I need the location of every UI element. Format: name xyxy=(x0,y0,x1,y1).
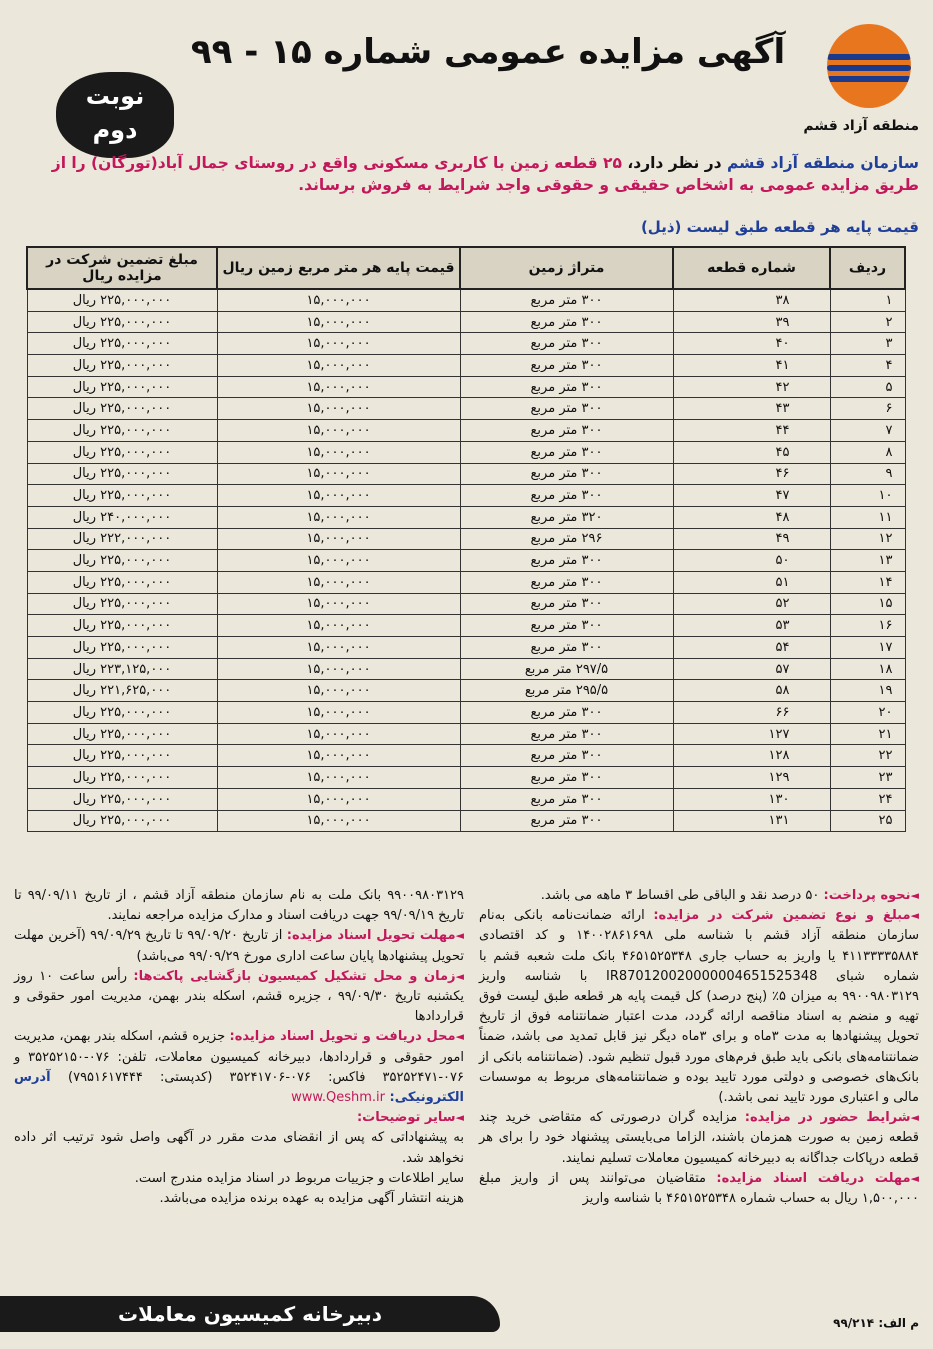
table-row xyxy=(27,745,905,767)
cell-guarantee: ۲۲۵,۰۰۰,۰۰۰ ریال xyxy=(27,420,217,442)
cell-row-no: ۱۴ xyxy=(830,571,905,593)
cell-base-price: ۱۵,۰۰۰,۰۰۰ xyxy=(217,745,460,767)
cell-guarantee: ۲۲۵,۰۰۰,۰۰۰ ریال xyxy=(27,810,217,832)
bullet-arrow-icon: ◄ xyxy=(455,929,465,943)
intro-org: سازمان منطقه آزاد قشم xyxy=(727,154,919,172)
table-row xyxy=(27,289,905,311)
cell-row-no: ۱۹ xyxy=(830,680,905,702)
cell-guarantee: ۲۲۵,۰۰۰,۰۰۰ ریال xyxy=(27,463,217,485)
cell-lot-no: ۵۴ xyxy=(673,637,830,659)
opening-text: رأس ساعت ۱۰ روز یکشنبه تاریخ ۹۹/۰۹/۳۰ ، جزیره قشم، اسکله بندر بهمن، مدیریت امور حقوقی و قراردادها xyxy=(14,968,464,1025)
docs-text: متقاضیان می‌توانند پس از واریز مبلغ ۱,۵۰۰,۰۰۰ ریال به حساب شماره ۴۶۵۱۵۲۵۳۴۸ با شناسه واریز xyxy=(479,1170,919,1207)
bullet-arrow-icon: ◄ xyxy=(455,1030,464,1044)
cell-row-no: ۷ xyxy=(830,420,905,442)
qeshm-logo-icon xyxy=(827,24,911,108)
cell-row-no: ۸ xyxy=(830,441,905,463)
cell-row-no: ۱۲ xyxy=(830,528,905,550)
table-row xyxy=(27,571,905,593)
cell-row-no: ۱۷ xyxy=(830,637,905,659)
cell-base-price: ۱۵,۰۰۰,۰۰۰ xyxy=(217,485,460,507)
other-heading: سایر توضیحات: xyxy=(356,1110,456,1126)
cell-area: ۳۰۰ متر مربع xyxy=(460,745,673,767)
guarantee-text: ارائه ضمانت‌نامه بانکی به‌نام سازمان منطقه آزاد قشم با شناسه ملی ۱۴۰۰۲۸۶۱۶۹۸ و کد اقتصادی ۴۱۱۳۳۳۳۵۸۸۴ یا واریز به حساب جاری ۴۶۵۱۵۲۵۳۴۸ بانک ملت شعبه قشم با شماره شبای IR870120020000004651525348 با شناسه واریز ۹۹۰۰۹۸۰۳۱۲۹ به میزان ۵٪ (پنج درصد) کل قیمت پایه هر قطعه طبق لیست فوق تهیه و منضم به اسناد مناقصه ارائه گردد، مدت اعتبار ضمانتنامه فوق از تاریخ تحویل پیشنهادها به مدت ۳ماه و برای ۳ماه دیگر نیز قابل تمدید می باشد، ضمناً ضمانتنامه‌های بانکی باید طبق فرم‌های مورد قبول تنظیم شود. (ضمانتنامه بانکی از بانک‌های خصوصی و دولتی مورد تایید بوده و ضمانتنامه‌های مربوط به موسسات مالی و اعتباری مورد تایید نمی باشد.) xyxy=(479,908,920,1106)
cell-base-price: ۱۵,۰۰۰,۰۰۰ xyxy=(217,680,460,702)
cell-area: ۳۲۰ متر مربع xyxy=(460,506,673,528)
table-row xyxy=(27,420,905,442)
cell-base-price: ۱۵,۰۰۰,۰۰۰ xyxy=(217,593,460,615)
intro-text xyxy=(14,152,919,196)
delivery-heading: مهلت تحویل اسناد مزایده: xyxy=(286,928,456,944)
cell-area: ۳۰۰ متر مربع xyxy=(460,615,673,637)
header-area: متراژ زمین xyxy=(460,247,673,289)
table-row xyxy=(27,658,905,680)
cell-area: ۳۰۰ متر مربع xyxy=(460,767,673,789)
other-text-2: سایر اطلاعات و جزییات مربوط در اسناد مزایده مندرج است. xyxy=(134,1170,464,1186)
cell-guarantee: ۲۲۵,۰۰۰,۰۰۰ ریال xyxy=(27,355,217,377)
cell-area: ۳۰۰ متر مربع xyxy=(460,463,673,485)
cell-area: ۳۰۰ متر مربع xyxy=(460,788,673,810)
bullet-arrow-icon: ◄ xyxy=(910,1171,919,1185)
cell-lot-no: ۴۰ xyxy=(673,333,830,355)
cell-row-no: ۲ xyxy=(830,311,905,333)
table-header-row xyxy=(27,247,905,289)
cell-area: ۳۰۰ متر مربع xyxy=(460,355,673,377)
cell-area: ۳۰۰ متر مربع xyxy=(460,311,673,333)
badge-line2: دوم xyxy=(92,116,138,144)
cell-area: ۳۰۰ متر مربع xyxy=(460,376,673,398)
cell-row-no: ۲۲ xyxy=(830,745,905,767)
cell-guarantee: ۲۲۱,۶۲۵,۰۰۰ ریال xyxy=(27,680,217,702)
table-body xyxy=(27,289,905,832)
table-row xyxy=(27,550,905,572)
cell-guarantee: ۲۲۵,۰۰۰,۰۰۰ ریال xyxy=(27,745,217,767)
cell-row-no: ۲۴ xyxy=(830,788,905,810)
cell-base-price: ۱۵,۰۰۰,۰۰۰ xyxy=(217,376,460,398)
cell-lot-no: ۵۸ xyxy=(673,680,830,702)
cell-lot-no: ۶۶ xyxy=(673,702,830,724)
guarantee-heading: مبلغ و نوع تضمین شرکت در مزایده: xyxy=(653,908,911,924)
ad-code: م الف: ۹۹/۲۱۴ xyxy=(833,1316,919,1330)
cell-row-no: ۱۸ xyxy=(830,658,905,680)
cell-base-price: ۱۵,۰۰۰,۰۰۰ xyxy=(217,723,460,745)
table-row xyxy=(27,767,905,789)
org-label: منطقه آزاد قشم xyxy=(803,118,919,134)
cell-lot-no: ۴۲ xyxy=(673,376,830,398)
cell-area: ۲۹۶ متر مربع xyxy=(460,528,673,550)
docs-continued-text: ۹۹۰۰۹۸۰۳۱۲۹ بانک ملت به نام سازمان منطقه آزاد قشم ، از تاریخ ۹۹/۰۹/۱۱ تا تاریخ ۹۹/۰۹/۱۹ جهت دریافت اسناد و مدارک مزایده مراجعه نمایند. xyxy=(14,888,464,924)
table-row xyxy=(27,593,905,615)
table-row xyxy=(27,810,905,832)
cell-lot-no: ۴۳ xyxy=(673,398,830,420)
cell-row-no: ۲۵ xyxy=(830,810,905,832)
table-row xyxy=(27,680,905,702)
intro-verb: در نظر دارد، xyxy=(621,154,728,172)
footer-bar: دبیرخانه کمیسیون معاملات xyxy=(0,1296,500,1332)
bullet-arrow-icon: ◄ xyxy=(910,909,919,923)
conditions-right-column xyxy=(479,886,919,1209)
cell-base-price: ۱۵,۰۰۰,۰۰۰ xyxy=(217,506,460,528)
cell-lot-no: ۴۷ xyxy=(673,485,830,507)
header-lot-no: شماره قطعه xyxy=(673,247,830,289)
cell-base-price: ۱۵,۰۰۰,۰۰۰ xyxy=(217,420,460,442)
cell-row-no: ۱۵ xyxy=(830,593,905,615)
cell-base-price: ۱۵,۰۰۰,۰۰۰ xyxy=(217,571,460,593)
cell-row-no: ۵ xyxy=(830,376,905,398)
cell-base-price: ۱۵,۰۰۰,۰۰۰ xyxy=(217,767,460,789)
price-line: قیمت پایه هر قطعه طبق لیست (ذیل) xyxy=(640,218,919,236)
other-text-1: به پیشنهاداتی که پس از انقضای مدت مقرر در آگهی واصل شود ترتیب اثر داده نخواهد شد. xyxy=(14,1130,464,1166)
cell-guarantee: ۲۲۵,۰۰۰,۰۰۰ ریال xyxy=(27,571,217,593)
cell-area: ۳۰۰ متر مربع xyxy=(460,637,673,659)
opening-heading: زمان و محل تشکیل کمیسیون بازگشایی پاکت‌ها: xyxy=(133,968,456,984)
cell-base-price: ۱۵,۰۰۰,۰۰۰ xyxy=(217,311,460,333)
cell-area: ۲۹۵/۵ متر مربع xyxy=(460,680,673,702)
cell-guarantee: ۲۲۵,۰۰۰,۰۰۰ ریال xyxy=(27,788,217,810)
table-row xyxy=(27,637,905,659)
cell-base-price: ۱۵,۰۰۰,۰۰۰ xyxy=(217,333,460,355)
cell-base-price: ۱۵,۰۰۰,۰۰۰ xyxy=(217,615,460,637)
cell-guarantee: ۲۲۵,۰۰۰,۰۰۰ ریال xyxy=(27,550,217,572)
bullet-arrow-icon: ◄ xyxy=(910,889,919,902)
cell-guarantee: ۲۲۵,۰۰۰,۰۰۰ ریال xyxy=(27,593,217,615)
cell-area: ۳۰۰ متر مربع xyxy=(460,723,673,745)
cell-lot-no: ۳۸ xyxy=(673,289,830,311)
cell-guarantee: ۲۲۵,۰۰۰,۰۰۰ ریال xyxy=(27,376,217,398)
cell-row-no: ۱۱ xyxy=(830,506,905,528)
cell-row-no: ۴ xyxy=(830,355,905,377)
table-row xyxy=(27,615,905,637)
bullet-arrow-icon: ◄ xyxy=(455,969,465,983)
badge-line1: نوبت xyxy=(85,82,145,110)
cell-guarantee: ۲۲۵,۰۰۰,۰۰۰ ریال xyxy=(27,767,217,789)
cell-guarantee: ۲۲۵,۰۰۰,۰۰۰ ریال xyxy=(27,311,217,333)
cell-area: ۳۰۰ متر مربع xyxy=(460,593,673,615)
cell-guarantee: ۲۲۵,۰۰۰,۰۰۰ ریال xyxy=(27,398,217,420)
cell-row-no: ۹ xyxy=(830,463,905,485)
cell-row-no: ۲۱ xyxy=(830,723,905,745)
cell-area: ۳۰۰ متر مربع xyxy=(460,398,673,420)
cell-lot-no: ۱۲۹ xyxy=(673,767,830,789)
cell-lot-no: ۱۲۷ xyxy=(673,723,830,745)
cell-guarantee: ۲۲۲,۰۰۰,۰۰۰ ریال xyxy=(27,528,217,550)
cell-lot-no: ۵۲ xyxy=(673,593,830,615)
cell-guarantee: ۲۲۵,۰۰۰,۰۰۰ ریال xyxy=(27,637,217,659)
cell-area: ۳۰۰ متر مربع xyxy=(460,810,673,832)
table-row xyxy=(27,355,905,377)
website-label: آدرس الکترونیکی: xyxy=(14,1069,464,1106)
cell-area: ۳۰۰ متر مربع xyxy=(460,571,673,593)
cell-row-no: ۳ xyxy=(830,333,905,355)
cell-area: ۳۰۰ متر مربع xyxy=(460,420,673,442)
cell-lot-no: ۱۳۰ xyxy=(673,788,830,810)
cell-lot-no: ۴۶ xyxy=(673,463,830,485)
bullet-arrow-icon: ◄ xyxy=(910,1111,920,1125)
table-row xyxy=(27,463,905,485)
cell-lot-no: ۴۸ xyxy=(673,506,830,528)
page-title: آگهی مزایده عمومی شماره ۱۵ - ۹۹ xyxy=(190,32,786,72)
cell-row-no: ۲۰ xyxy=(830,702,905,724)
payment-heading: نحوه پرداخت: xyxy=(823,888,911,903)
table-row xyxy=(27,441,905,463)
cell-guarantee: ۲۲۵,۰۰۰,۰۰۰ ریال xyxy=(27,615,217,637)
cell-row-no: ۱۶ xyxy=(830,615,905,637)
place-text: جزیره قشم، اسکله بندر بهمن، مدیریت امور حقوقی و قراردادها، دبیرخانه کمیسیون معاملات، تلفن: ۰۷۶-۳۵۲۵۲۱۵۰ و ۰۷۶-۳۵۲۵۲۴۷۱ فاکس: ۰۷۶-۳۵۲۴۱۷۰۶ (کدپستی: ۷۹۵۱۶۱۷۴۴۴) xyxy=(14,1029,464,1085)
conditions-left-column xyxy=(14,886,464,1209)
cell-area: ۳۰۰ متر مربع xyxy=(460,289,673,311)
cell-area: ۲۹۷/۵ متر مربع xyxy=(460,658,673,680)
website-link[interactable]: www.Qeshm.ir xyxy=(291,1090,385,1106)
cell-base-price: ۱۵,۰۰۰,۰۰۰ xyxy=(217,441,460,463)
table-row xyxy=(27,398,905,420)
table-row xyxy=(27,311,905,333)
cell-area: ۳۰۰ متر مربع xyxy=(460,550,673,572)
cell-base-price: ۱۵,۰۰۰,۰۰۰ xyxy=(217,702,460,724)
table-row xyxy=(27,376,905,398)
cell-lot-no: ۴۱ xyxy=(673,355,830,377)
cell-base-price: ۱۵,۰۰۰,۰۰۰ xyxy=(217,355,460,377)
cell-lot-no: ۱۲۸ xyxy=(673,745,830,767)
cell-row-no: ۲۳ xyxy=(830,767,905,789)
other-text-3: هزینه انتشار آگهی مزایده به عهده برنده مزایده می‌باشد. xyxy=(159,1191,464,1207)
cell-lot-no: ۳۹ xyxy=(673,311,830,333)
cell-guarantee: ۲۲۳,۱۲۵,۰۰۰ ریال xyxy=(27,658,217,680)
cell-guarantee: ۲۲۵,۰۰۰,۰۰۰ ریال xyxy=(27,441,217,463)
cell-row-no: ۱ xyxy=(830,289,905,311)
header-base-price: قیمت پایه هر متر مربع زمین ریال xyxy=(217,247,460,289)
cell-base-price: ۱۵,۰۰۰,۰۰۰ xyxy=(217,788,460,810)
table-row xyxy=(27,485,905,507)
cell-base-price: ۱۵,۰۰۰,۰۰۰ xyxy=(217,658,460,680)
delivery-text: از تاریخ ۹۹/۰۹/۲۰ تا تاریخ ۹۹/۰۹/۲۹ (آخرین مهلت تحویل پیشنهادها پایان ساعت اداری مورخ ۹۹/۰۹/۲۹ می‌باشد) xyxy=(14,928,464,964)
cell-base-price: ۱۵,۰۰۰,۰۰۰ xyxy=(217,289,460,311)
cell-row-no: ۱۳ xyxy=(830,550,905,572)
cell-row-no: ۶ xyxy=(830,398,905,420)
table-row xyxy=(27,333,905,355)
cell-lot-no: ۵۷ xyxy=(673,658,830,680)
table-row xyxy=(27,506,905,528)
table-row xyxy=(27,723,905,745)
cell-base-price: ۱۵,۰۰۰,۰۰۰ xyxy=(217,637,460,659)
cell-lot-no: ۵۳ xyxy=(673,615,830,637)
presence-text: مزایده گران درصورتی که متقاضی خرید چند قطعه زمین به صورت همزمان باشند، الزاما می‌بایستی پیشنهاد خود را برای هر قطعه درپاکات جداگانه به دبیرخانه کمیسیون معاملات تسلیم نمایند. xyxy=(479,1110,919,1166)
cell-base-price: ۱۵,۰۰۰,۰۰۰ xyxy=(217,398,460,420)
cell-guarantee: ۲۲۵,۰۰۰,۰۰۰ ریال xyxy=(27,702,217,724)
cell-guarantee: ۲۴۰,۰۰۰,۰۰۰ ریال xyxy=(27,506,217,528)
table-row xyxy=(27,702,905,724)
cell-lot-no: ۴۹ xyxy=(673,528,830,550)
intro-body: ۲۵ قطعه زمین با کاربری مسکونی واقع در روستای جمال آباد(تورگان) را از طریق مزایده عمومی به اشخاص حقیقی و حقوقی واجد شرایط به فروش برساند. xyxy=(51,154,919,194)
cell-lot-no: ۵۱ xyxy=(673,571,830,593)
cell-guarantee: ۲۲۵,۰۰۰,۰۰۰ ریال xyxy=(27,723,217,745)
cell-lot-no: ۵۰ xyxy=(673,550,830,572)
bullet-arrow-icon: ◄ xyxy=(455,1111,464,1125)
round-badge xyxy=(56,72,174,158)
cell-area: ۳۰۰ متر مربع xyxy=(460,441,673,463)
cell-guarantee: ۲۲۵,۰۰۰,۰۰۰ ریال xyxy=(27,333,217,355)
table-row xyxy=(27,528,905,550)
cell-area: ۳۰۰ متر مربع xyxy=(460,333,673,355)
table-row xyxy=(27,788,905,810)
cell-base-price: ۱۵,۰۰۰,۰۰۰ xyxy=(217,550,460,572)
cell-base-price: ۱۵,۰۰۰,۰۰۰ xyxy=(217,463,460,485)
cell-area: ۳۰۰ متر مربع xyxy=(460,702,673,724)
cell-base-price: ۱۵,۰۰۰,۰۰۰ xyxy=(217,528,460,550)
presence-heading: شرایط حضور در مزایده: xyxy=(744,1110,911,1126)
cell-area: ۳۰۰ متر مربع xyxy=(460,485,673,507)
cell-lot-no: ۴۴ xyxy=(673,420,830,442)
docs-heading: مهلت دریافت اسناد مزایده: xyxy=(716,1170,911,1186)
header-row-no: ردیف xyxy=(830,247,905,289)
cell-guarantee: ۲۲۵,۰۰۰,۰۰۰ ریال xyxy=(27,485,217,507)
cell-lot-no: ۴۵ xyxy=(673,441,830,463)
lots-table xyxy=(26,246,906,832)
header-guarantee: مبلغ تضمین شرکت در مزایده ریال xyxy=(27,247,217,289)
cell-row-no: ۱۰ xyxy=(830,485,905,507)
cell-guarantee: ۲۲۵,۰۰۰,۰۰۰ ریال xyxy=(27,289,217,311)
cell-lot-no: ۱۳۱ xyxy=(673,810,830,832)
cell-base-price: ۱۵,۰۰۰,۰۰۰ xyxy=(217,810,460,832)
payment-text: ۵۰ درصد نقد و الباقی طی اقساط ۳ ماهه می باشد. xyxy=(540,888,824,903)
place-heading: محل دریافت و تحویل اسناد مزایده: xyxy=(229,1029,456,1045)
